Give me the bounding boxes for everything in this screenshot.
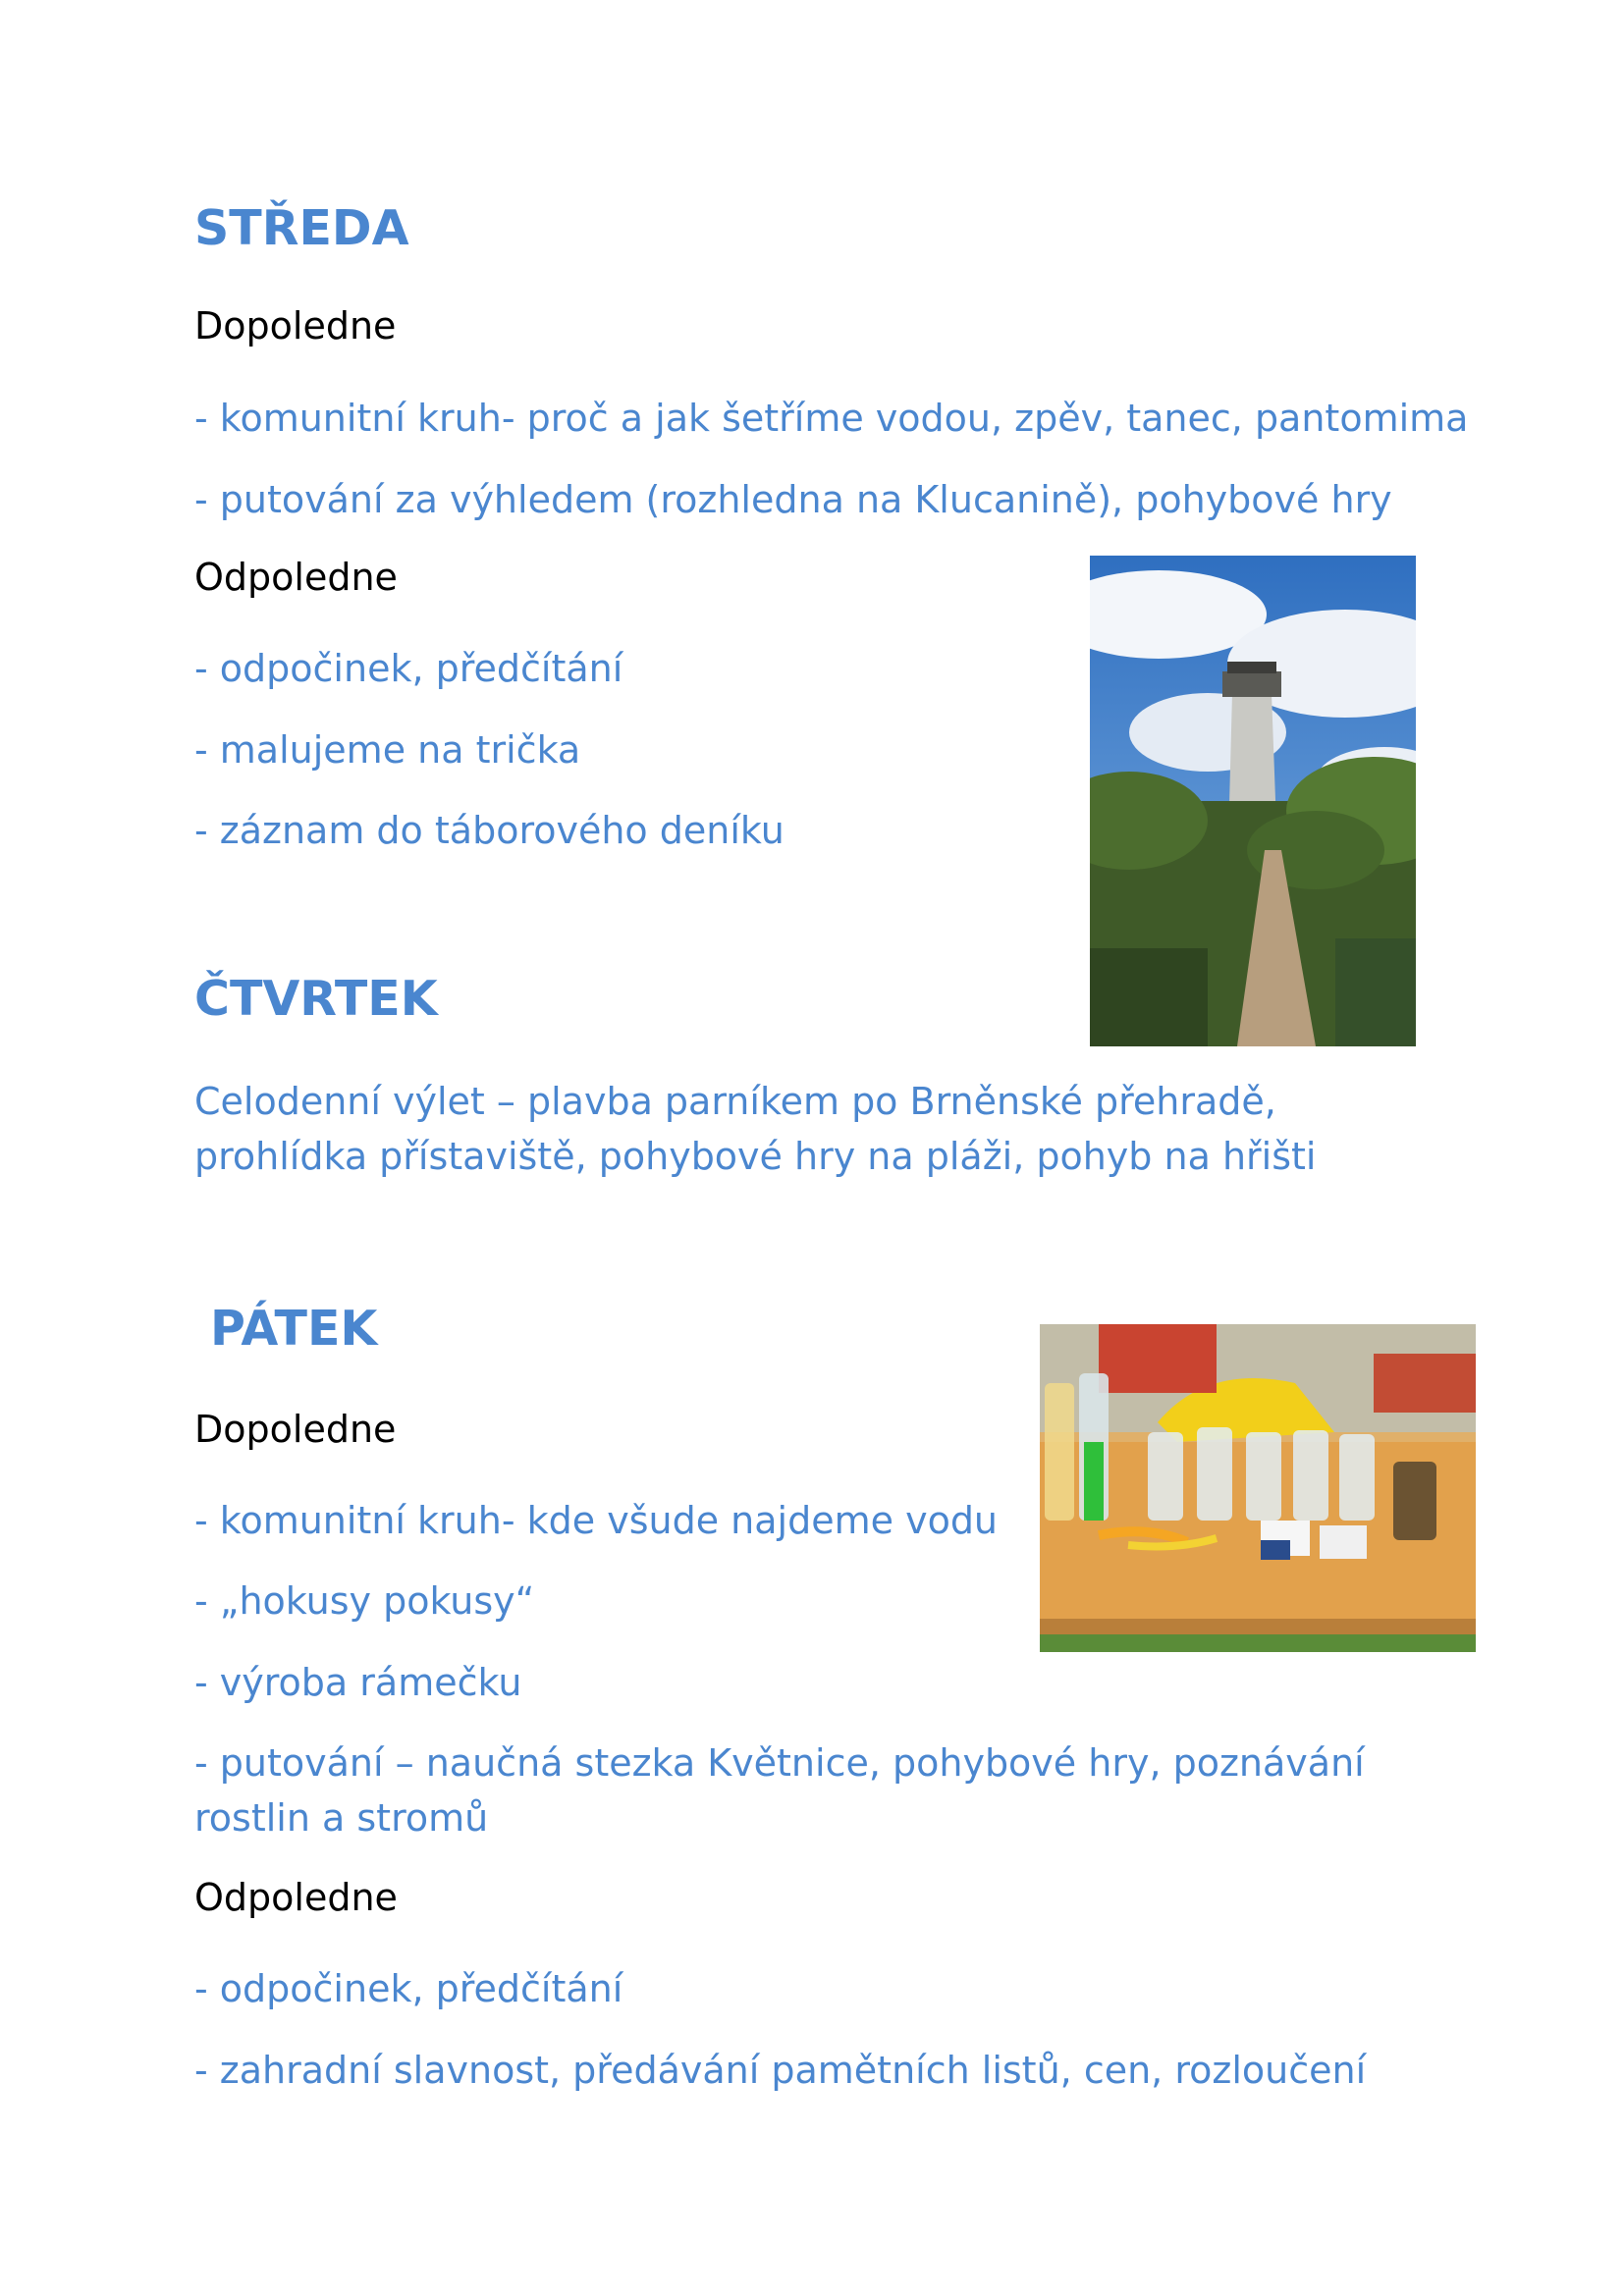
friday-morning-item: - putování – naučná stezka Květnice, pohybové hry, poznávání rostlin a stromů — [194, 1741, 1365, 1840]
experiments-photo — [1040, 1324, 1476, 1652]
friday-morning-item: - „hokusy pokusy“ — [194, 1579, 535, 1623]
friday-afternoon-label: Odpoledne — [194, 1876, 398, 1919]
friday-afternoon-item: - odpočinek, předčítání — [194, 1967, 623, 2010]
wednesday-morning-item: - komunitní kruh- proč a jak šetříme vodou, zpěv, tanec, pantomima — [194, 397, 1469, 440]
friday-afternoon-item: - zahradní slavnost, předávání pamětních listů, cen, rozloučení — [194, 2049, 1367, 2092]
friday-morning-item: - výroba rámečku — [194, 1661, 522, 1704]
wednesday-heading: STŘEDA — [194, 200, 409, 256]
friday-morning-item: - komunitní kruh- kde všude najdeme vodu — [194, 1499, 999, 1542]
wednesday-morning-item: - putování za výhledem (rozhledna na Klucanině), pohybové hry — [194, 478, 1392, 521]
thursday-trip-text: Celodenní výlet – plavba parníkem po Brněnské přehradě, prohlídka přístaviště, pohybové hry na pláži, pohyb na hřišti — [194, 1080, 1317, 1178]
wednesday-afternoon-item: - malujeme na trička — [194, 728, 581, 772]
lookout-tower-photo — [1090, 556, 1416, 1046]
wednesday-afternoon-item: - záznam do táborového deníku — [194, 809, 785, 852]
wednesday-morning-label: Dopoledne — [194, 304, 397, 347]
thursday-heading: ČTVRTEK — [194, 971, 438, 1027]
lookout-tower-illustration — [1090, 556, 1416, 1046]
wednesday-afternoon-item: - odpočinek, předčítání — [194, 647, 623, 690]
friday-morning-label: Dopoledne — [194, 1408, 397, 1451]
experiments-illustration — [1040, 1324, 1476, 1652]
wednesday-afternoon-label: Odpoledne — [194, 556, 398, 599]
friday-heading: PÁTEK — [210, 1301, 378, 1357]
